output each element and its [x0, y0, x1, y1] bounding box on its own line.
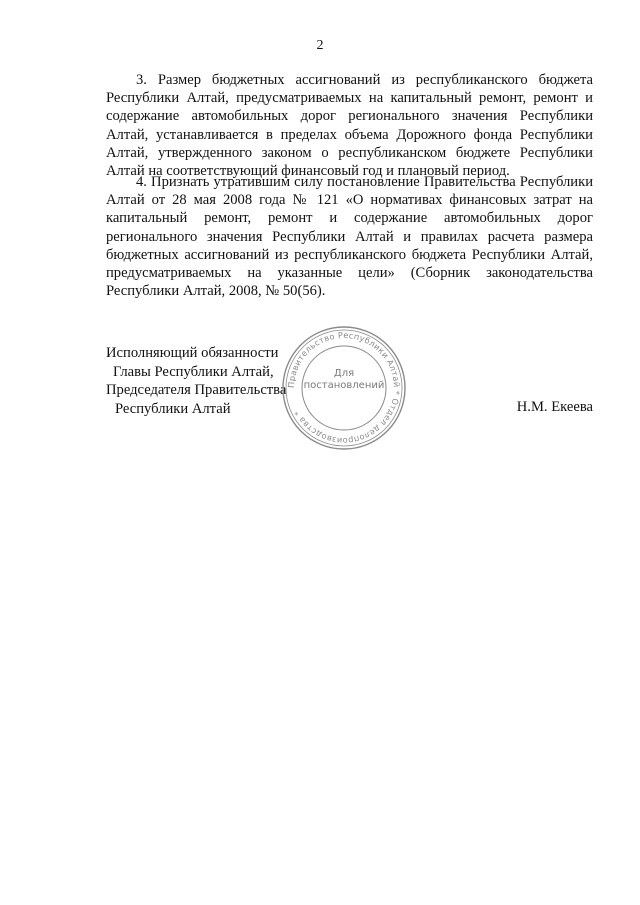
paragraph-3: 3. Размер бюджетных ассигнований из республиканского бюджета Республики Алтай, предусматриваемых на капитальный ремонт, ремонт и содержание автомобильных дорог регионального значения Республики Алтай, устанавливается в пределах объема Дорожного фонда Республики Алтай, утвержденного законом о республиканском бюджете Республики Алтай на соответствующий финансовый год и плановый период.: [106, 72, 593, 180]
stamp-center-line-1: Для: [333, 368, 355, 379]
paragraph-4: 4. Признать утратившим силу постановление Правительства Республики Алтай от 28 мая 2008 года № 121 «О нормативах финансовых затрат на капитальный ремонт, ремонт и содержание автомобильных дорог регионального значения Республики Алтай и правилах расчета размера бюджетных ассигнований из республиканского бюджета Республики Алтай, предусматриваемых на указанные цели» (Сборник законодательства Республики Алтай, 2008, № 50(56).: [106, 174, 593, 300]
signatory-title-line-1: Исполняющий обязанности: [106, 345, 279, 361]
page-number: 2: [316, 38, 324, 53]
stamp-center-text: [300, 368, 388, 392]
signatory-title: [106, 344, 286, 418]
signatory-title-line-2: Главы Республики Алтай,: [113, 363, 274, 380]
signer-name: Н.М. Екеева: [516, 399, 593, 415]
signatory-title-line-3: Председателя Правительства: [106, 382, 287, 398]
official-stamp: [280, 324, 408, 452]
signatory-title-line-4: Республики Алтай: [115, 400, 231, 417]
stamp-ring-text: Правительство Республики Алтай * Отдел делопроизводства *: [285, 329, 403, 447]
stamp-center-line-2: постановлений: [303, 380, 385, 391]
